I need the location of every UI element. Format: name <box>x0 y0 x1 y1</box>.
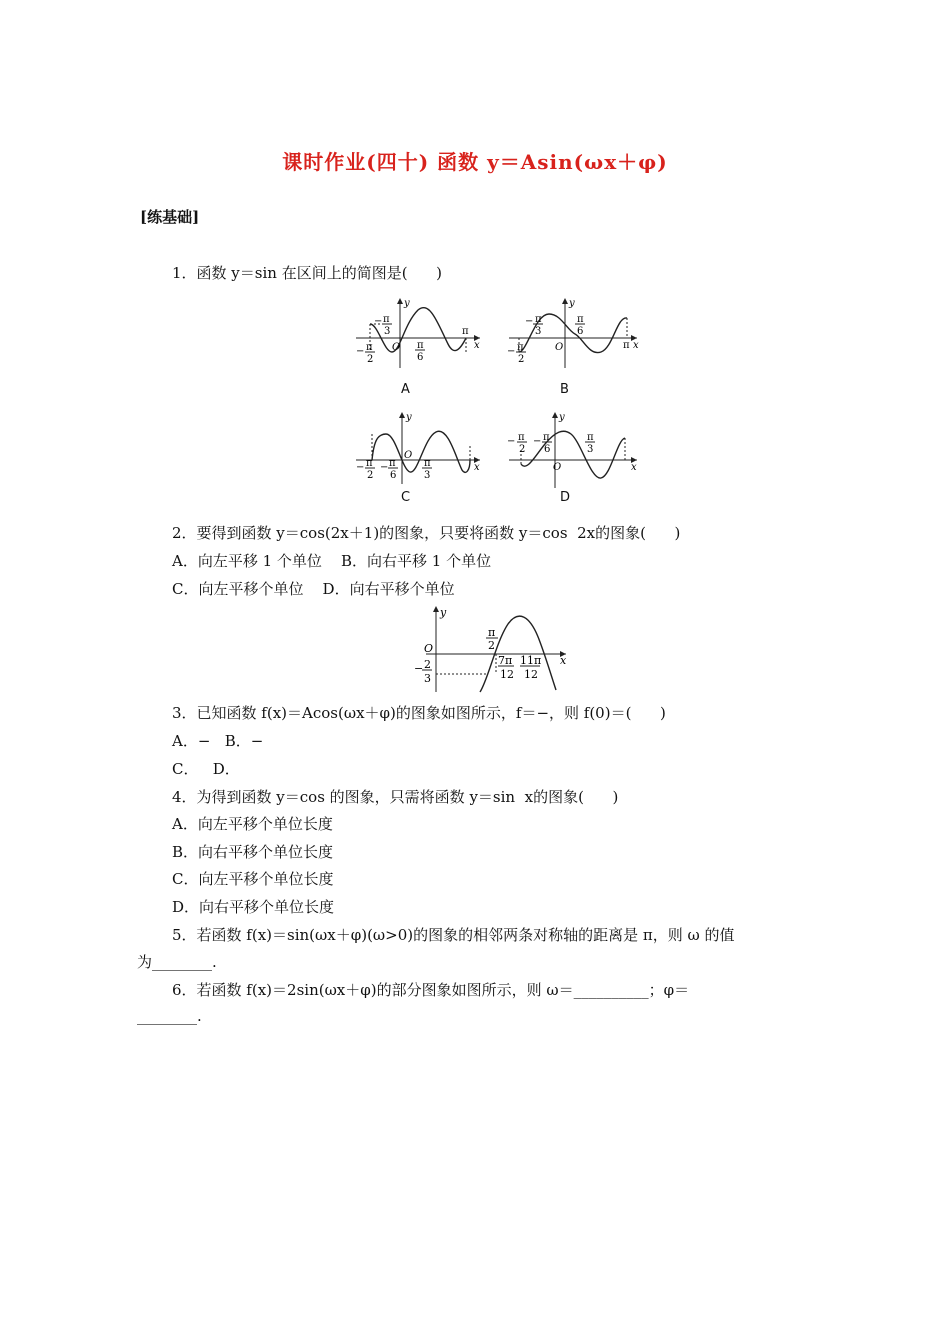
origin-label: O <box>404 450 413 461</box>
section-heading: [练基础] <box>140 208 200 226</box>
page-title: 课时作业(四十) 函数 y＝Asin(ωx＋φ) <box>282 150 668 174</box>
fig3-12a: 12 <box>500 668 514 681</box>
tick-den: 6 <box>544 444 551 455</box>
fig3-pi2-num: π <box>488 626 496 639</box>
fig3-11pi: 11π <box>520 654 542 667</box>
fig3-two: 2 <box>424 658 431 671</box>
graph-a <box>352 294 484 370</box>
tick-pi: π <box>383 314 390 325</box>
neg-sign: − <box>507 436 516 447</box>
question-4-option-a: A．向左平移个单位长度 <box>172 815 333 833</box>
graph-c <box>352 410 484 486</box>
tick-pi: π <box>417 340 424 351</box>
tick-den: 6 <box>390 470 397 481</box>
neg-sign: − <box>356 462 365 473</box>
tick-pi: π <box>577 314 584 325</box>
fig3-pi2-den: 2 <box>488 639 495 652</box>
tick-pi: π <box>518 432 525 443</box>
origin-label: O <box>553 462 562 473</box>
question-3-options-cd: C． D． <box>172 760 240 778</box>
question-2-stem: 2．要得到函数 y＝cos(2x＋1)的图象，只要将函数 y＝cos 2x的图象( ) <box>172 524 681 542</box>
question-3-options-ab: A．− B．− <box>172 732 264 750</box>
question-4-option-d: D．向右平移个单位长度 <box>172 898 335 916</box>
graph-label-b: B <box>560 382 569 397</box>
tick-den: 6 <box>577 326 584 337</box>
question-6-stem: 6．若函数 f(x)＝2sin(ωx＋φ)的部分图象如图所示，则 ω＝__________；φ＝ <box>172 981 690 999</box>
tick-den: 3 <box>424 470 431 481</box>
graph-b <box>505 294 640 370</box>
graph-d <box>505 410 640 490</box>
tick-den: 2 <box>367 470 374 481</box>
question-4-stem: 4．为得到函数 y＝cos 的图象，只需将函数 y＝sin x的图象( ) <box>172 788 619 806</box>
question-4-option-b: B．向右平移个单位长度 <box>172 843 334 861</box>
graph-label-c: C <box>401 490 411 505</box>
tick-pi: π <box>535 314 542 325</box>
tick-den: 2 <box>519 444 526 455</box>
tick-pi: π <box>424 458 431 469</box>
tick-pi: π <box>366 342 373 353</box>
neg-sign: − <box>507 346 516 357</box>
tick-neg: − <box>380 462 389 473</box>
tick-den: 3 <box>587 444 594 455</box>
axis-y-label: y <box>559 412 565 423</box>
question-2-options-cd: C．向左平移个单位 D．向右平移个单位 <box>172 580 455 598</box>
axis-y-label: y <box>569 298 575 309</box>
tick-neg: − <box>525 316 534 327</box>
axis-arrow <box>397 298 403 304</box>
neg-sign: − <box>356 346 365 357</box>
origin-label: O <box>392 342 401 353</box>
question-6-continuation: ________. <box>137 1007 202 1025</box>
tick-pi: π <box>462 326 469 337</box>
tick-den: 2 <box>518 354 525 365</box>
fig3-y-label: y <box>440 606 447 619</box>
tick-pi: π <box>389 458 396 469</box>
graph-label-d: D <box>560 490 571 505</box>
tick-neg: − <box>533 436 542 447</box>
axis-x-label: x <box>474 340 480 351</box>
tick-pi: π <box>543 432 550 443</box>
axis-x-label: x <box>474 462 480 473</box>
question-5-stem: 5．若函数 f(x)＝sin(ωx＋φ)(ω>0)的图象的相邻两条对称轴的距离是 π，则 ω 的值 <box>172 926 735 944</box>
tick-pi: π <box>623 340 630 351</box>
tick-neg: − <box>374 316 383 327</box>
tick-den: 6 <box>417 352 424 363</box>
tick-pi: π <box>366 458 373 469</box>
tick-den: 2 <box>367 354 374 365</box>
fig3-three: 3 <box>424 672 431 685</box>
tick-pi: π <box>517 342 524 353</box>
question-2-options-ab: A．向左平移 1 个单位 B．向右平移 1 个单位 <box>172 552 492 570</box>
graph-label-a: A <box>401 382 410 397</box>
axis-x-label: x <box>631 462 637 473</box>
fig3-origin: O <box>424 642 434 655</box>
tick-den: 3 <box>535 326 542 337</box>
axis-arrow <box>562 298 568 304</box>
axis-arrow <box>552 412 558 418</box>
axis-y-label: y <box>404 298 410 309</box>
axis-x-label: x <box>633 340 639 351</box>
axis-arrow <box>433 606 439 612</box>
fig3-7pi: 7π <box>498 654 513 667</box>
axis-y-label: y <box>406 412 412 423</box>
fig3-x-label: x <box>560 654 567 667</box>
fig3-12b: 12 <box>524 668 538 681</box>
tick-pi: π <box>587 432 594 443</box>
tick-den: 3 <box>384 326 391 337</box>
fig3-neg: − <box>414 662 424 675</box>
question-5-continuation: 为________. <box>137 953 217 971</box>
figure-q3 <box>412 602 572 694</box>
axis-arrow <box>399 412 405 418</box>
origin-label: O <box>555 342 564 353</box>
question-1-stem: 1．函数 y＝sin 在区间上的简图是( ) <box>172 264 443 282</box>
question-3-stem: 3．已知函数 f(x)＝Acos(ωx＋φ)的图象如图所示，f＝−，则 f(0)＝( ) <box>172 704 666 722</box>
question-4-option-c: C．向左平移个单位长度 <box>172 870 334 888</box>
